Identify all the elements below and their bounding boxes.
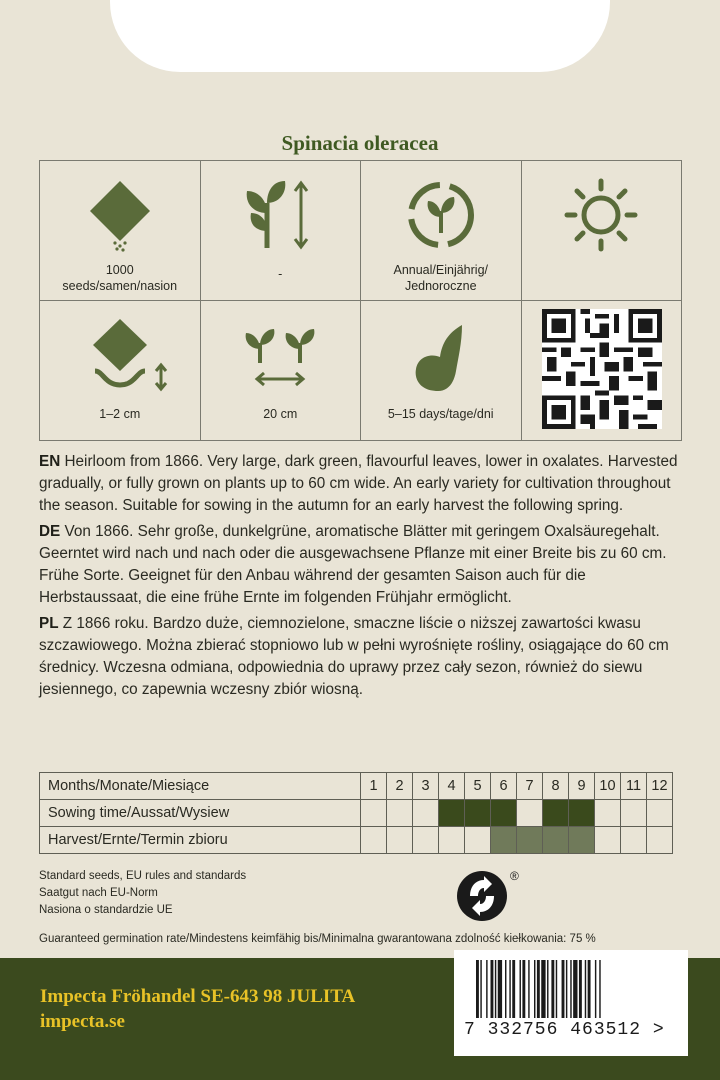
icon-cell-spacing xyxy=(201,301,362,441)
month-header: 8 xyxy=(543,773,569,800)
calendar-cell xyxy=(387,827,413,854)
sowing-calendar xyxy=(39,772,673,854)
calendar-cell xyxy=(595,827,621,854)
calendar-cell xyxy=(439,827,465,854)
icon-cell-sun xyxy=(522,161,683,301)
month-header: 2 xyxy=(387,773,413,800)
barcode xyxy=(454,950,688,1056)
calendar-cell xyxy=(361,827,387,854)
calendar-row xyxy=(40,827,673,854)
qr-code-icon[interactable] xyxy=(542,309,662,429)
description-en xyxy=(39,451,689,517)
seed-packet-icon xyxy=(75,173,165,253)
standard-line: Standard seeds, EU rules and standards xyxy=(39,870,247,882)
hang-tab-cutout xyxy=(110,0,610,72)
icon-grid xyxy=(39,160,682,441)
calendar-cell xyxy=(387,800,413,827)
sowing-depth-caption: 1–2 cm xyxy=(99,407,141,421)
icon-cell-germination xyxy=(361,301,522,441)
month-header: 10 xyxy=(595,773,621,800)
lang-code-de: DE xyxy=(39,523,61,540)
calendar-cell xyxy=(491,800,517,827)
calendar-cell xyxy=(517,827,543,854)
month-header: 1 xyxy=(361,773,387,800)
calendar-row-label: Harvest/Ernte/Termin zbioru xyxy=(40,827,361,854)
plant-spacing-icon xyxy=(230,313,330,393)
description-block xyxy=(39,451,689,705)
month-header: 4 xyxy=(439,773,465,800)
standard-line: Saatgut nach EU-Norm xyxy=(39,887,158,899)
lang-code-pl: PL xyxy=(39,615,59,632)
plant-spacing-caption: 20 cm xyxy=(263,407,298,421)
calendar-cell xyxy=(569,827,595,854)
calendar-header-row xyxy=(40,773,673,800)
seed-count-caption: 1000 seeds/samen/nasion xyxy=(62,263,178,293)
page-title: Spinacia oleracea xyxy=(281,131,439,155)
calendar-cell xyxy=(543,800,569,827)
description-text-de: Von 1866. Sehr große, dunkelgrüne, aromatische Blätter mit geringem Oxalsäuregehalt. Geerntet wird nach und nach oder die ausgewachsene Pflanze mit einer Breite bis zu 60 cm. Frühe Sorte. Geeignet für den Anbau während der gesamten Saison auch für die Herbstaussaat, die eine frühe Ernte im folgenden Frühjahr ermöglicht. xyxy=(39,523,667,606)
seed-standards xyxy=(39,868,246,919)
month-header: 3 xyxy=(413,773,439,800)
plant-height-icon xyxy=(235,173,325,253)
annual-cycle-icon xyxy=(396,173,486,253)
barcode-bars-icon xyxy=(476,960,672,1018)
calendar-row xyxy=(40,800,673,827)
icon-cell-depth xyxy=(40,301,201,441)
icon-cell-seeds xyxy=(40,161,201,301)
month-header: 11 xyxy=(621,773,647,800)
calendar-cell xyxy=(465,800,491,827)
plant-height-caption: - xyxy=(278,267,283,281)
germination-caption: 5–15 days/tage/dni xyxy=(387,407,494,421)
calendar-cell xyxy=(465,827,491,854)
month-header: 9 xyxy=(569,773,595,800)
calendar-cell xyxy=(439,800,465,827)
description-text-en: Heirloom from 1866. Very large, dark green, flavourful leaves, lower in oxalates. Harvested gradually, or fully grown on plants up to 60 cm wide. An early variety for cultivation throughout the season. Suitable for sowing in the autumn for an early harvest the following spring. xyxy=(39,453,678,514)
green-dot-recycle-icon xyxy=(456,866,520,924)
calendar-cell xyxy=(569,800,595,827)
registered-mark: ® xyxy=(510,869,519,883)
calendar-cell xyxy=(647,800,673,827)
calendar-cell xyxy=(413,827,439,854)
calendar-cell xyxy=(621,800,647,827)
calendar-cell xyxy=(361,800,387,827)
germination-icon xyxy=(396,313,486,393)
sowing-depth-icon xyxy=(65,313,175,393)
sun-icon xyxy=(556,173,646,253)
germination-rate: Guaranteed germination rate/Mindestens keimfähig bis/Minimalna gwarantowana zdolność kiełkowania: 75 % xyxy=(39,933,596,945)
company-address: Impecta Fröhandel SE-643 98 JULITA xyxy=(40,986,356,1007)
icon-cell-qr xyxy=(522,301,683,441)
description-pl xyxy=(39,613,689,701)
month-header: 7 xyxy=(517,773,543,800)
month-header: 5 xyxy=(465,773,491,800)
annual-caption: Annual/Einjährig/ Jednoroczne xyxy=(393,263,488,293)
months-label: Months/Monate/Miesiące xyxy=(40,773,361,800)
calendar-cell xyxy=(413,800,439,827)
calendar-row-label: Sowing time/Aussat/Wysiew xyxy=(40,800,361,827)
calendar-cell xyxy=(621,827,647,854)
lang-code-en: EN xyxy=(39,453,61,470)
description-text-pl: Z 1866 roku. Bardzo duże, ciemnozielone, smaczne liście o niższej zawartości kwasu szczawiowego. Można zbierać stopniowo lub w pełni wyrośnięte rośliny, osiągające do 60 cm średnicy. Wczesna odmiana, odpowiednia do uprawy przez cały sezon, również do siewu jesiennego, co zapewnia wczesny zbiór wiosną. xyxy=(39,615,669,698)
calendar-cell xyxy=(543,827,569,854)
calendar-cell xyxy=(491,827,517,854)
icon-cell-annual xyxy=(361,161,522,301)
calendar-cell xyxy=(647,827,673,854)
calendar-cell xyxy=(517,800,543,827)
month-header: 12 xyxy=(647,773,673,800)
company-website[interactable]: impecta.se xyxy=(40,1011,125,1032)
barcode-number: 7 332756 463512 > xyxy=(464,1020,665,1040)
description-de xyxy=(39,521,689,609)
standard-line: Nasiona o standardzie UE xyxy=(39,904,173,916)
calendar-cell xyxy=(595,800,621,827)
icon-cell-height xyxy=(201,161,362,301)
month-header: 6 xyxy=(491,773,517,800)
